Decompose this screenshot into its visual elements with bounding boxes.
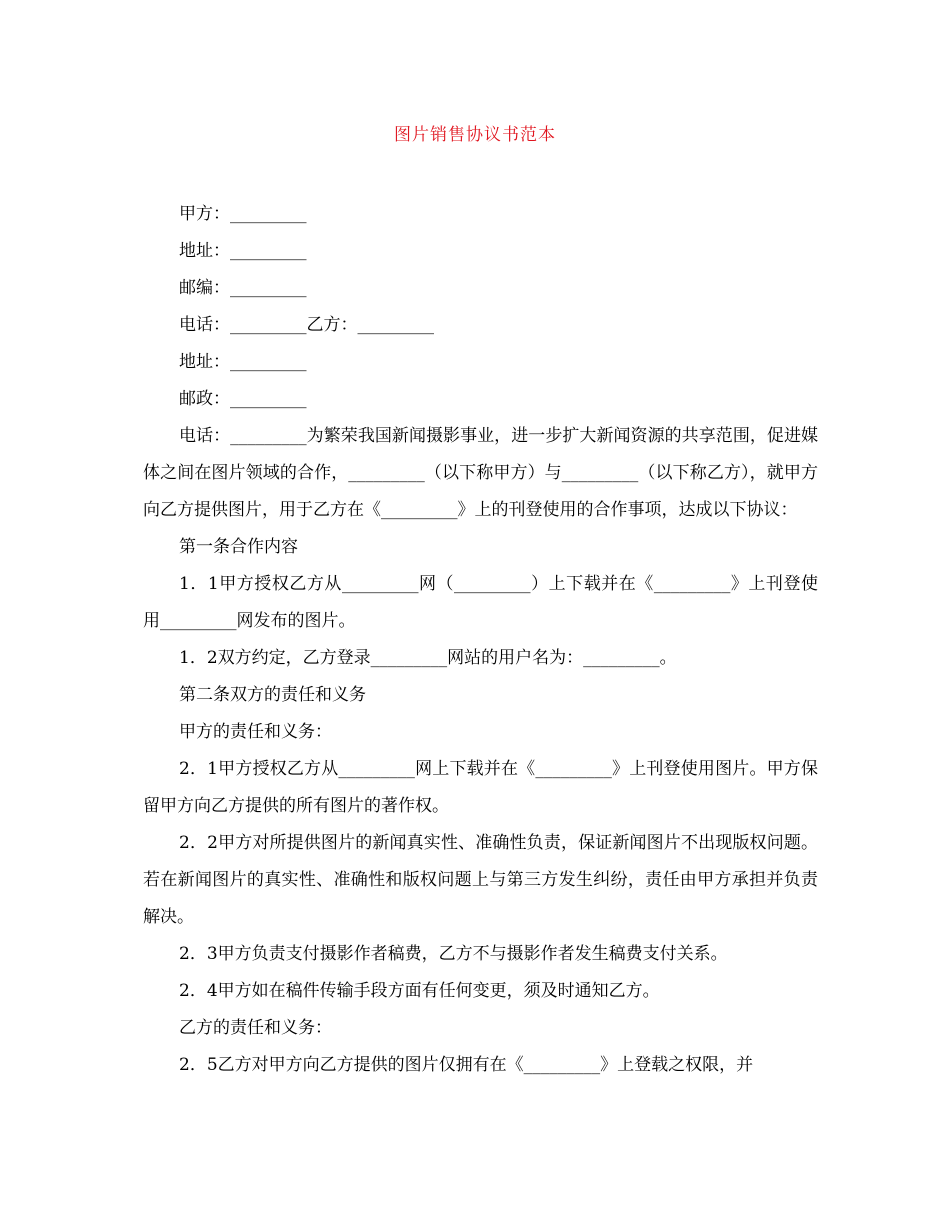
preamble-paragraph: 电话：_________为繁荣我国新闻摄影事业，进一步扩大新闻资源的共享范围，促进媒体之间在图片领域的合作，_________（以下称甲方）与_________（以下称乙方），就甲方向乙方提供图片，用于乙方在《_________》上的刊登使用的合作事项，达成以下协议：: [143, 426, 818, 520]
clause-2-3: 2．3甲方负责支付摄影作者稿费，乙方不与摄影作者发生稿费支付关系。: [179, 944, 728, 964]
party-b-duties-heading: 乙方的责任和义务：: [179, 1018, 332, 1038]
postcode-line: 邮编：_________: [179, 278, 307, 298]
party-a-duties-heading: 甲方的责任和义务：: [179, 722, 332, 742]
document-title: 图片销售协议书范本: [394, 125, 556, 145]
article-2-heading: 第二条双方的责任和义务: [179, 685, 366, 705]
clause-2-4: 2．4甲方如在稿件传输手段方面有任何变更，须及时通知乙方。: [179, 981, 660, 1001]
address-line-b: 地址：_________: [179, 352, 307, 372]
clause-1-2: 1．2双方约定，乙方登录_________网站的用户名为：_________。: [179, 648, 677, 668]
clause-2-1: 2．1甲方授权乙方从_________网上下载并在《_________》上刊登使用图片。甲方保留甲方向乙方提供的所有图片的著作权。: [143, 759, 818, 816]
party-a-line: 甲方：_________: [179, 204, 307, 224]
postcode-line-b: 邮政：_________: [179, 389, 307, 409]
article-1-heading: 第一条合作内容: [179, 537, 298, 557]
phone-party-b-line: 电话：_________乙方：_________: [179, 315, 434, 335]
clause-1-1: 1．1甲方授权乙方从_________网（_________）上下载并在《_________》上刊登使用_________网发布的图片。: [143, 574, 818, 631]
document-body: [143, 196, 818, 1084]
address-line: 地址：_________: [179, 241, 307, 261]
clause-2-2: 2．2甲方对所提供图片的新闻真实性、准确性负责，保证新闻图片不出现版权问题。若在新闻图片的真实性、准确性和版权问题上与第三方发生纠纷，责任由甲方承担并负责解决。: [143, 833, 818, 927]
clause-2-5: 2．5乙方对甲方向乙方提供的图片仅拥有在《_________》上登载之权限，并: [179, 1055, 754, 1075]
